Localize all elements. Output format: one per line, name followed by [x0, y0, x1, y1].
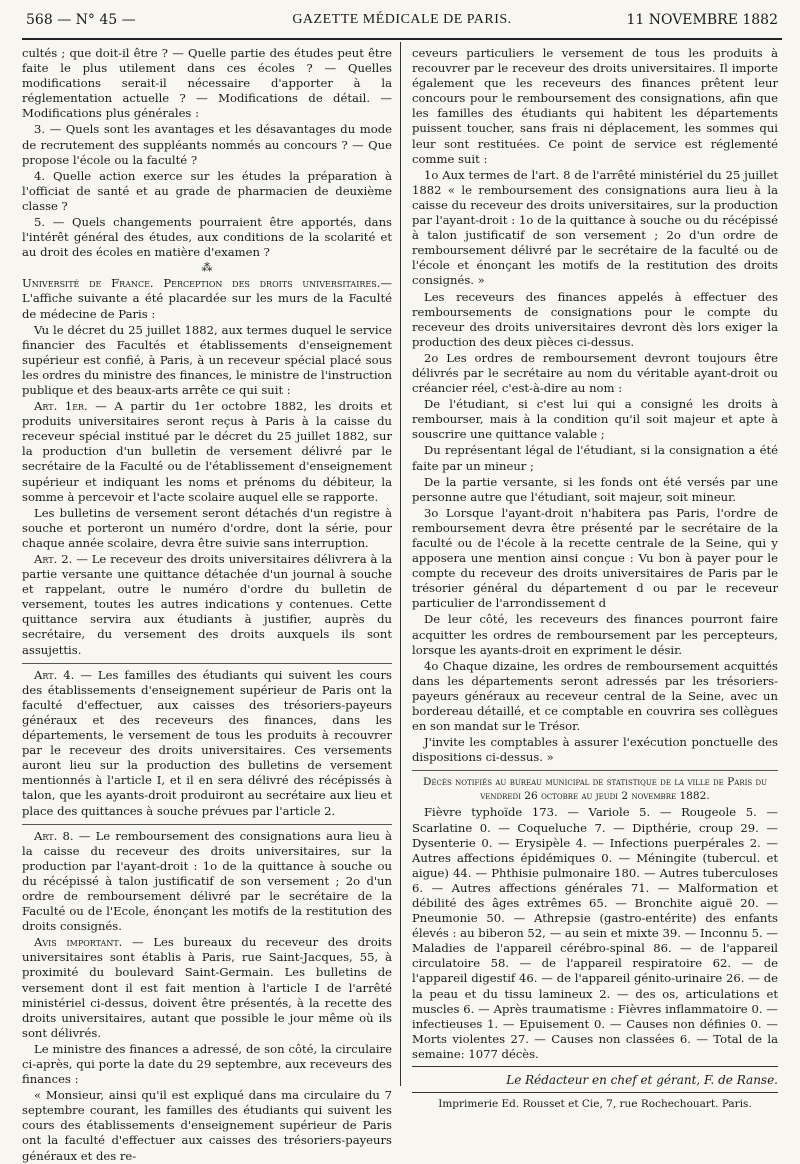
stats-text: Fièvre typhoïde 173. — Variole 5. — Rougeole 5. — Scarlatine 0. — Coqueluche 7. — Dipthérie, croup 29. — Dysenterie 0. — Erysipèle 4. — Infections puerpérales 2. — Autres affections épidémiques 0. — Méningite (tubercul. et aigue) 44. — Phthisie pulmonaire 180. — Autres tuberculoses 6. — Autres affections générales 71. — Malformation et débilité des âges extrêmes 65. — Bronchite aiguë 20. — Pneumonie 50. — Athrepsie (gastro-entérite) des enfants élevés : au biberon 52, — au sein et mixte 39. — Inconnu 5. — Maladies de l'appareil cérébro-spinal 86. — de l'appareil circulatoire 58. — de l'appareil respiratoire 62. — de l'appareil digestif 46. — de l'appareil génito-urinaire 26. — de la peau et du tissu lamineux 2. — des os, articulations et muscles 6. — Après traumatisme : Fièvres inflammatoire 0. — infectieuses 1. — Epuisement 0. — Causes non définies 0. — Morts violentes 27. — Causes non classées 6. — Total de la semaine: 1077 décès.	[412, 805, 778, 1061]
paragraph: « Monsieur, ainsi qu'il est expliqué dans ma circulaire du 7 septembre courant, les familles des étudiants qui suivent les cours des établissements d'enseignement supérieur de Paris ont la faculté d'effectuer aux caisses des trésoriers-payeurs généraux et des re-	[22, 1088, 392, 1163]
section-title: Université de France. Perception des droits universitaires.	[22, 276, 381, 291]
paragraph: 3. — Quels sont les avantages et les désavantages du mode de recrutement des suppléants nommés au concours ? — Que propose l'école ou la faculté ?	[22, 122, 392, 167]
article-2: Art. 2. — Le receveur des droits universitaires délivrera à la partie versante une quittance détachée d'un journal à souche et rappelant, outre le numéro d'ordre du bulletin de versement, toutes les autres indications y contenues. Cette quittance servira aux étudiants à justifier, auprès du secrétaire, du versement des droits auxquels ils sont assujettis.	[22, 552, 393, 657]
paragraph: ceveurs particuliers le versement de tous les produits à recouvrer par le receveur des droits universitaires. Il importe également que les receveurs des finances prêtent leur concours pour le remboursement des consignations, afin que les familles des étudiants qui habitent les départements puissent toucher, sans frais ni déplacement, les sommes qui leur sont restituées. Ce point de service est réglementé comme suit :	[412, 46, 778, 166]
page-header	[26, 8, 778, 32]
journal-title: GAZETTE MÉDICALE DE PARIS.	[292, 12, 512, 27]
separator	[412, 770, 778, 771]
paragraph: 1o Aux termes de l'art. 8 de l'arrêté ministériel du 25 juillet 1882 « le remboursement des consignations aura lieu à la caisse du receveur des droits universitaires, sur la production par l'ayant-droit : 1o de la quittance à souche ou du récépissé à talon justificatif de son versement ; 2o d'un ordre de remboursement délivré par le secrétaire de la faculté ou de l'école et énonçant les motifs de la restitution des droits consignés. »	[412, 167, 778, 288]
separator	[412, 1092, 778, 1093]
paragraph: Du représentant légal de l'étudiant, si la consignation a été faite par un mineur ;	[412, 443, 778, 473]
paragraph: De leur côté, les receveurs des finances pourront faire acquitter les ordres de remboursement par les percepteurs, lorsque les ayants-droit en expriment le désir.	[412, 612, 778, 657]
paragraph: cultés ; que doit-il être ? — Quelle partie des études peut être faite le plus utilement dans ces écoles ? — Quelles modifications serait-il nécessaire d'apporter à la réglementation actuelle ? — Modifications de détail. — Modifications plus générales :	[22, 46, 392, 121]
paragraph: Le ministre des finances a adressé, de son côté, la circulaire ci-après, qui porte la date du 29 septembre, aux receveurs des finances :	[22, 1041, 392, 1087]
separator	[22, 663, 392, 664]
section-paragraph: Université de France. Perception des droits universitaires.— L'affiche suivante a été placardée sur les murs de la Faculté de médecine de Paris :	[22, 276, 392, 321]
left-column	[22, 46, 393, 1163]
separator	[22, 824, 392, 825]
asterism: ⁂	[201, 261, 213, 275]
column-divider	[400, 42, 401, 1086]
page-number-issue: 568 — N° 45 —	[26, 12, 136, 28]
paragraph: Vu le décret du 25 juillet 1882, aux termes duquel le service financier des Facultés et établissements d'enseignement supérieur est confié, à Paris, à un receveur spécial placé sous les ordres du ministre des finances, le ministre de l'instruction publique et des beaux-arts arrête ce qui suit :	[22, 322, 392, 397]
paragraph: 4. Quelle action exerce sur les études la préparation à l'officiat de santé et au grade de pharmacien de deuxième classe ?	[22, 168, 392, 213]
paragraph: Les bulletins de versement seront détachés d'un registre à souche et porteront un numéro d'ordre, dont la série, pour chaque année scolaire, devra être suivie sans interruption.	[22, 505, 392, 550]
separator	[412, 1066, 778, 1067]
avis-important: Avis important. — Les bureaux du receveur des droits universitaires sont établis à Paris, rue Saint-Jacques, 55, à proximité du boulevard Saint-Germain. Les bulletins de versement dont il est fait mention à l'article I de l'arrêté ministériel ci-dessus, doivent être présentés, à la recette des droits universitaires, autant que possible le jour même où ils sont délivrés.	[22, 935, 393, 1040]
paragraph: De la partie versante, si les fonds ont été versés par une personne autre que l'étudiant, soit majeur, soit mineur.	[412, 474, 778, 504]
article-4: Art. 4. — Les familles des étudiants qui suivent les cours des établissements d'enseignement supérieur de Paris ont la faculté d'effectuer, aux caisses des trésoriers-payeurs généraux et des receveurs des finances, dans les départements, le versement de tous les produits à recouvrer par le receveur des droits universitaires. Ces versements auront lieu sur la production des bulletins de versement mentionnés à l'article I, et il en sera délivré des récépissés à talon, que les ayants-droit produiront au secrétaire aux lieu et place des quittances à souche prévues par l'article 2.	[22, 667, 392, 818]
article-8: Art. 8. — Le remboursement des consignations aura lieu à la caisse du receveur des droits universitaires, sur la production par l'ayant-droit : 1o de la quittance à souche ou du récépissé à talon justificatif de son versement ; 2o d'un ordre de remboursement délivré par le secrétaire de la Faculté ou de l'Ecole, énonçant les motifs de la restitution des droits consignés.	[22, 828, 392, 934]
paragraph: Les receveurs des finances appelés à effectuer des remboursements de consignations pour le compte du receveur des droits universitaires devront dès lors exiger la production des deux pièces ci-dessus.	[412, 289, 778, 349]
paragraph: 2o Les ordres de remboursement devront toujours être délivrés par le secrétaire au nom du véritable ayant-droit ou créancier réel, c'est-à-dire au nom :	[412, 350, 778, 396]
paragraph: J'invite les comptables à assurer l'exécution ponctuelle des dispositions ci-dessus. »	[412, 735, 778, 765]
issue-date: 11 NOVEMBRE 1882	[626, 12, 778, 28]
header-rule	[22, 38, 782, 40]
paragraph: De l'étudiant, si c'est lui qui a consigné les droits à rembourser, mais à la condition qu'il soit majeur et apte à souscrire une quittance valable ;	[412, 397, 778, 442]
right-column	[412, 46, 778, 1111]
paragraph: 5. — Quels changements pourraient être apportés, dans l'intérêt général des études, aux conditions de la scolarité et au droit des écoles en matière d'examen ?	[22, 215, 392, 260]
article-1: Art. 1er. — A partir du 1er octobre 1882, les droits et produits universitaires seront reçus à Paris à la caisse du receveur spécial institué par le décret du 25 juillet 1882, sur la production d'un bulletin de versement délivré par le secrétaire de la Faculté ou de l'établissement d'enseignement supérieur et indiquant les noms et prénoms du débiteur, la somme à percevoir et l'acte scolaire auquel elle se rapporte.	[22, 399, 393, 504]
paragraph: 4o Chaque dizaine, les ordres de remboursement acquittés dans les départements seront adressés par les trésoriers-payeurs généraux au receveur central de la Seine, avec un bordereau détaillé, et ce comptable en couvrira ses collègues en son mandat sur le Trésor.	[412, 658, 778, 734]
stats-title: Décès notifiés au bureau municipal de statistique de la ville de Paris du vendredi 26 octobre au jeudi 2 novembre 1882.	[422, 776, 768, 803]
imprint: Imprimerie Ed. Rousset et Cie, 7, rue Rochechouart. Paris.	[438, 1098, 752, 1111]
paragraph: 3o Lorsque l'ayant-droit n'habitera pas Paris, l'ordre de remboursement devra être présenté par le secrétaire de la faculté ou de l'école à la recette centrale de la Seine, qui y apposera une mention ainsi conçue : Vu bon à payer pour le compte du receveur des droits universitaires de Paris par le trésorier général du département d ou par le receveur particulier de l'arrondissement d	[412, 505, 778, 611]
signature: Le Rédacteur en chef et gérant, F. de Ranse.	[506, 1073, 778, 1087]
